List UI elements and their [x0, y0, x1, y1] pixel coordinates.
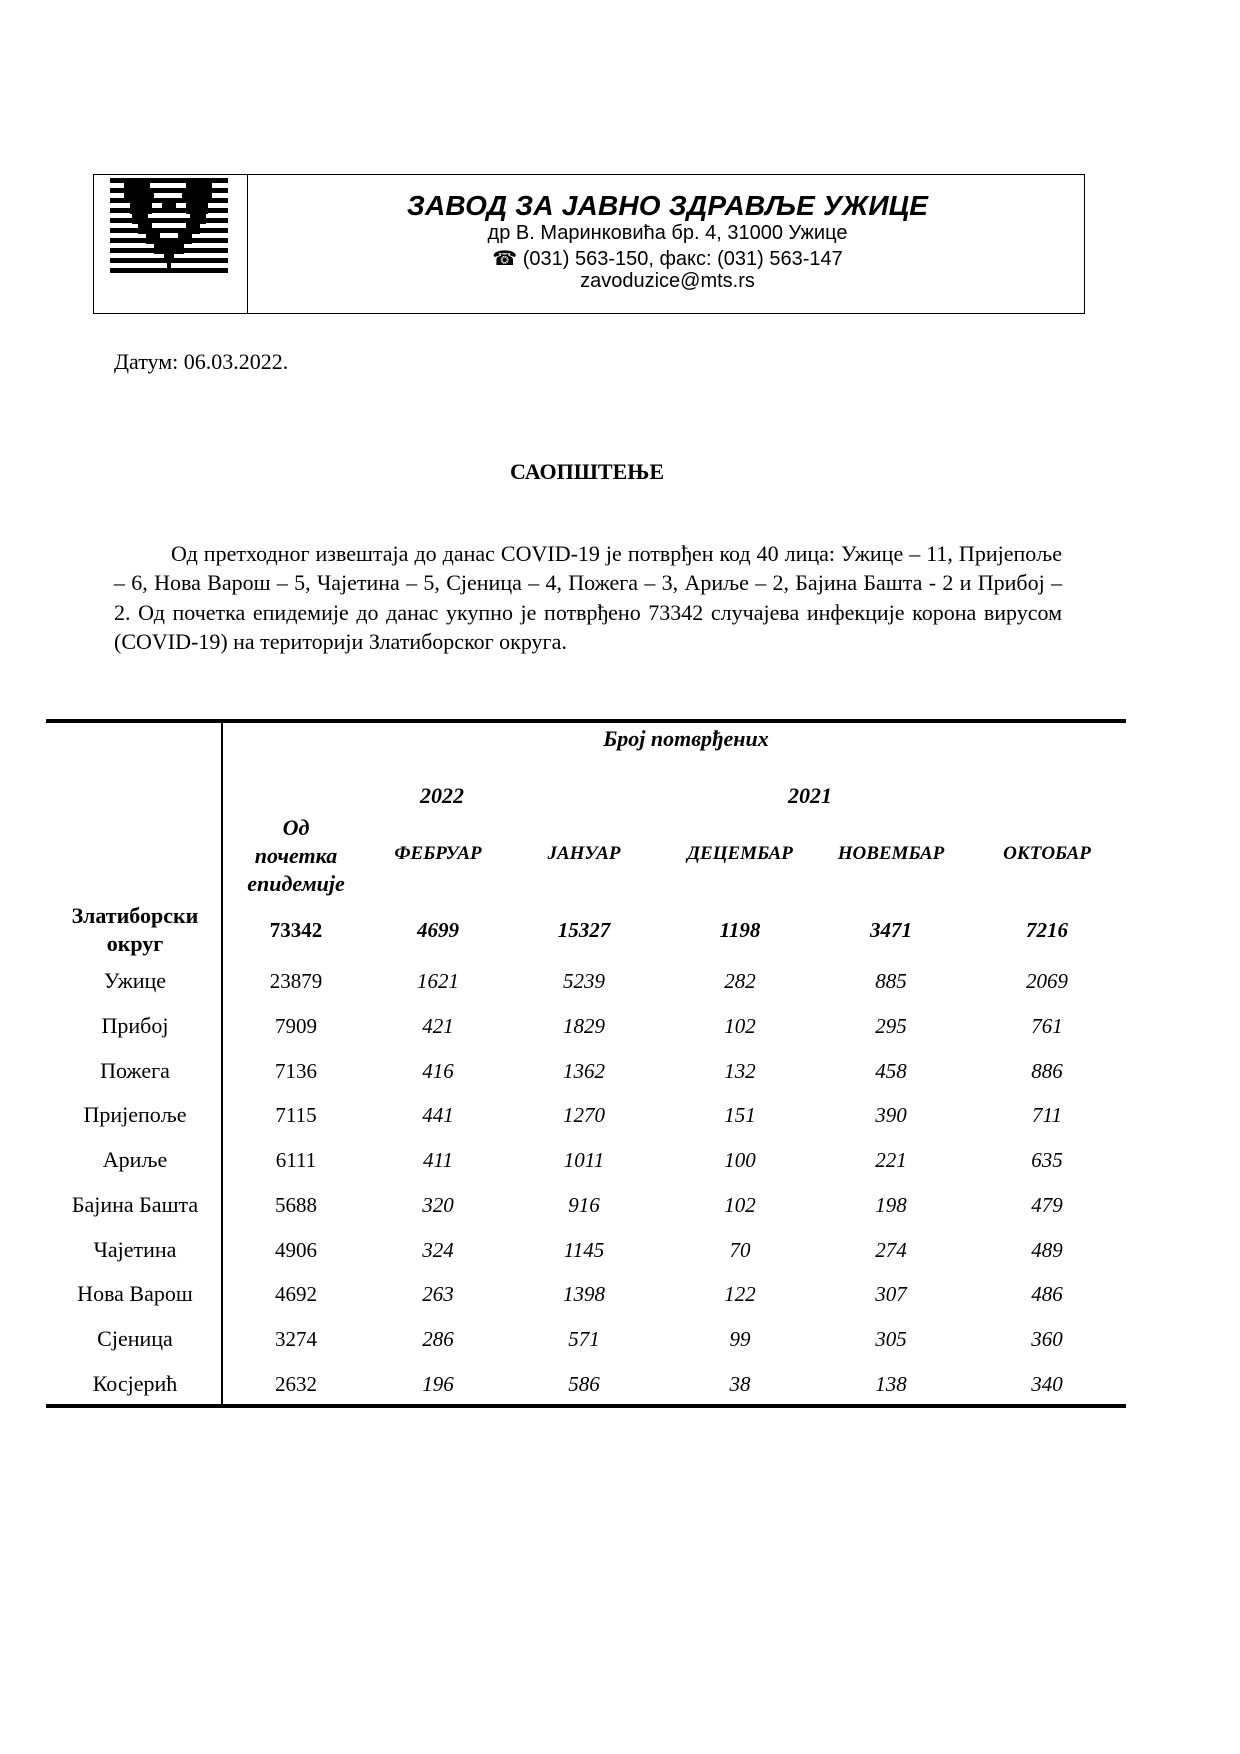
year-header-2021: 2021: [788, 783, 832, 808]
cell-january: 916: [568, 1193, 600, 1217]
col-header-december: ДЕЦЕМБАР: [687, 843, 793, 864]
cell-since-start: 23879: [269, 969, 323, 993]
cell-december: 99: [729, 1327, 751, 1351]
cell-november: 221: [875, 1148, 907, 1172]
institution-address: др В. Маринковића бр. 4, 31000 Ужице: [487, 222, 848, 244]
cell-february: 416: [422, 1059, 454, 1083]
cell-december: 70: [729, 1238, 751, 1262]
institution-logo-icon: [110, 178, 228, 276]
col-header-since-start-line3: епидемије: [247, 871, 345, 896]
cell-december: 151: [724, 1103, 756, 1127]
cell-january: 571: [568, 1327, 600, 1351]
cell-october: 635: [1031, 1148, 1063, 1172]
cell-december: 102: [724, 1193, 756, 1217]
telephone-icon: ☎: [492, 248, 518, 270]
cell-october: 2069: [1026, 969, 1068, 993]
year-header-2022: 2022: [420, 783, 464, 808]
cell-february: 411: [423, 1148, 453, 1172]
cell-since-start: 73342: [269, 918, 323, 942]
cell-october: 486: [1031, 1282, 1063, 1306]
cell-january: 1829: [563, 1014, 605, 1038]
cell-since-start: 3274: [275, 1327, 317, 1351]
cell-february: 1621: [417, 969, 459, 993]
cell-october: 886: [1031, 1059, 1063, 1083]
row-label: Пријепоље: [83, 1102, 187, 1127]
announcement-paragraph: Од претходног извештаја до данас COVID-19 је потврђен код 40 лица: Ужице – 11, Пријепоље – 6, Нова Варош – 5, Чајетина – 5, Сјеница – 4, Пожега – 3, Ариље – 2, Бајина Башта - 2 и Прибој – 2. Од почетка епидемије до данас укупно је потврђено 73342 случајева инфекције корона вирусом (COVID-19) на територији Златиборског округа.: [114, 541, 1062, 654]
cell-november: 307: [875, 1282, 907, 1306]
cell-november: 458: [875, 1059, 907, 1083]
cell-since-start: 7136: [275, 1059, 317, 1083]
cell-february: 286: [422, 1327, 454, 1351]
row-label: Чајетина: [93, 1237, 177, 1262]
cell-october: 711: [1032, 1103, 1062, 1127]
table-top-rule: [46, 719, 1126, 723]
cell-since-start: 2632: [275, 1372, 317, 1396]
cell-november: 390: [875, 1103, 907, 1127]
col-header-since-start-line1: Од: [282, 815, 310, 840]
institution-email: zavoduzice@mts.rs: [580, 270, 755, 292]
table-vertical-divider: [221, 721, 223, 1406]
cell-october: 7216: [1026, 918, 1068, 942]
cell-december: 1198: [719, 918, 761, 942]
cell-since-start: 6111: [275, 1148, 317, 1172]
row-label: Ариље: [102, 1147, 168, 1172]
row-label: Сјеница: [97, 1326, 173, 1351]
cell-january: 5239: [563, 969, 605, 993]
cell-january: 1362: [563, 1059, 605, 1083]
cell-november: 138: [875, 1372, 907, 1396]
cell-february: 324: [422, 1238, 454, 1262]
group-header: Број потврђених: [603, 726, 769, 751]
cell-january: 1270: [563, 1103, 605, 1127]
document-heading: САОПШТЕЊЕ: [509, 459, 665, 484]
cell-february: 320: [422, 1193, 454, 1217]
row-label: Ужице: [103, 968, 167, 993]
table-bottom-rule: [46, 1404, 1126, 1408]
row-label-line2: округ: [106, 931, 164, 956]
cell-february: 4699: [417, 918, 459, 942]
cell-february: 441: [422, 1103, 454, 1127]
row-label: Нова Варош: [77, 1281, 193, 1306]
cell-october: 479: [1031, 1193, 1063, 1217]
phone-fax-numbers: (031) 563-150, факс: (031) 563-147: [522, 248, 843, 270]
row-label: Златиборски: [71, 903, 199, 928]
cell-december: 102: [724, 1014, 756, 1038]
col-header-since-start-line2: почетка: [254, 843, 338, 868]
cell-november: 274: [875, 1238, 907, 1262]
cell-december: 122: [724, 1282, 756, 1306]
institution-name: ЗАВОД ЗА ЈАВНО ЗДРАВЉЕ УЖИЦЕ: [406, 190, 929, 221]
cell-december: 282: [724, 969, 756, 993]
cell-december: 38: [729, 1372, 751, 1396]
cell-october: 761: [1031, 1014, 1063, 1038]
col-header-november: НОВЕМБАР: [837, 843, 945, 864]
row-label: Косјерић: [92, 1371, 178, 1396]
col-header-october: ОКТОБАР: [1003, 843, 1091, 864]
cell-january: 586: [568, 1372, 600, 1396]
cell-december: 132: [724, 1059, 756, 1083]
col-header-january: ЈАНУАР: [547, 843, 621, 864]
cell-november: 295: [875, 1014, 907, 1038]
cell-since-start: 4692: [275, 1282, 317, 1306]
cell-since-start: 4906: [275, 1238, 317, 1262]
cell-since-start: 7909: [275, 1014, 317, 1038]
document-date: Датум: 06.03.2022.: [114, 349, 289, 374]
cell-november: 305: [875, 1327, 907, 1351]
letterhead-divider: [247, 174, 248, 314]
cell-december: 100: [724, 1148, 756, 1172]
cell-january: 1011: [563, 1148, 605, 1172]
cell-february: 421: [422, 1014, 454, 1038]
col-header-february: ФЕБРУАР: [394, 843, 482, 864]
row-label: Бајина Башта: [71, 1192, 199, 1217]
cell-november: 3471: [870, 918, 912, 942]
cell-january: 1145: [563, 1238, 605, 1262]
cell-since-start: 7115: [275, 1103, 317, 1127]
cell-november: 885: [875, 969, 907, 993]
row-label: Пожега: [100, 1058, 170, 1083]
cell-november: 198: [875, 1193, 907, 1217]
row-label: Прибој: [101, 1013, 169, 1038]
cell-january: 1398: [563, 1282, 605, 1306]
cell-february: 263: [422, 1282, 454, 1306]
cell-october: 360: [1031, 1327, 1063, 1351]
cell-january: 15327: [557, 918, 611, 942]
cell-october: 489: [1031, 1238, 1063, 1262]
institution-phone: [250, 246, 1085, 271]
cell-october: 340: [1031, 1372, 1063, 1396]
cell-february: 196: [422, 1372, 454, 1396]
cell-since-start: 5688: [275, 1193, 317, 1217]
